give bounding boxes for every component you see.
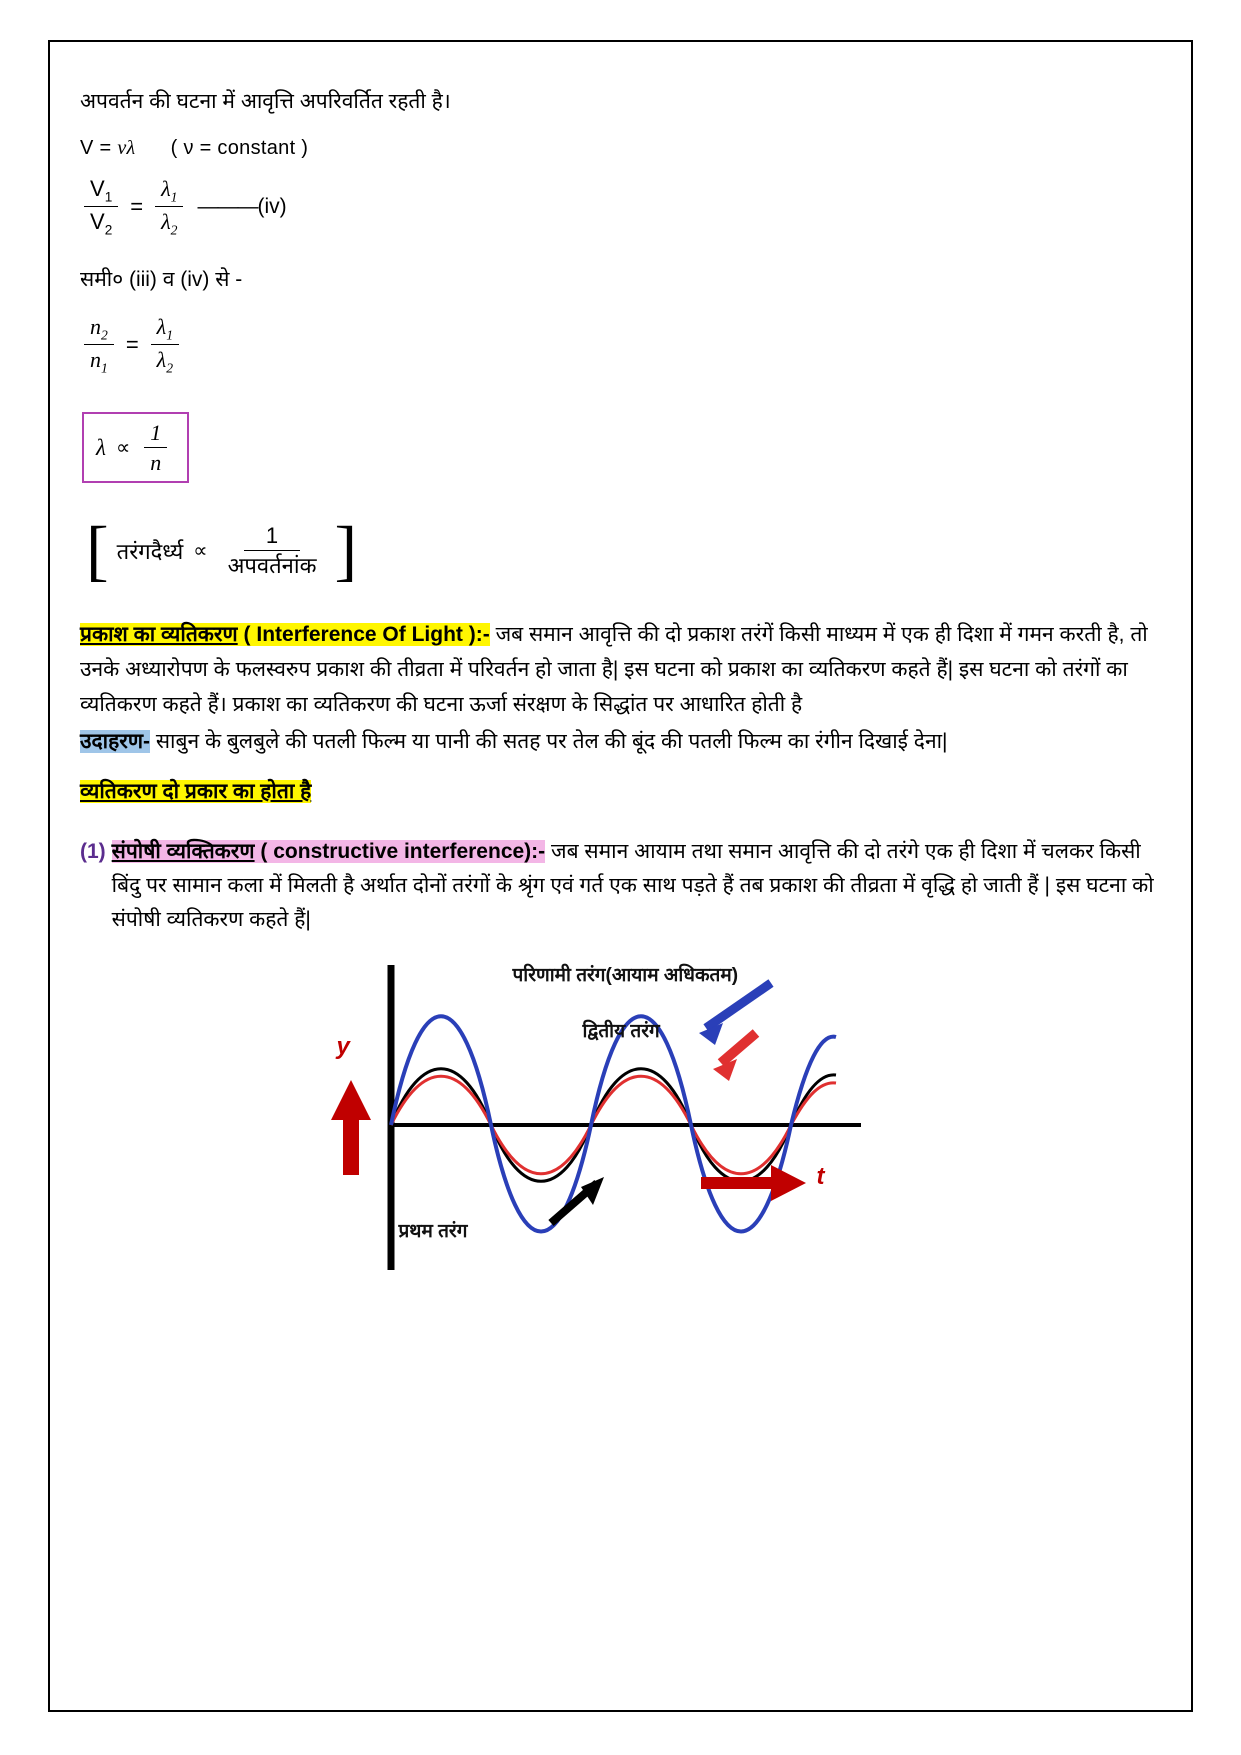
- resultant-wave-label: परिणामी तरंग(आयाम अधिकतम): [512, 964, 739, 986]
- example-paragraph: [80, 724, 1161, 759]
- interference-heading-en: ( Interference Of Light ):-: [243, 622, 490, 646]
- equation-v-equals: =: [99, 136, 112, 159]
- fraction-equation-iv: [80, 176, 1161, 238]
- from-equations-line: समी० (iii) व (iv) से -: [80, 267, 243, 291]
- fraction-n-denominator: $n_1$: [90, 347, 108, 376]
- fraction-lambda2-numerator: $\lambda_1$: [151, 314, 179, 345]
- equation-v-note: ( ν = constant ): [170, 136, 309, 159]
- interference-paragraph: [80, 617, 1161, 723]
- y-arrow-shaft: [343, 1120, 359, 1175]
- example-text: साबुन के बुलबुले की पतली फिल्म या पानी की सतह पर तेल की बूंद की पतली फिल्म का रंगीन दिखाई देना|: [155, 730, 948, 754]
- example-label: उदाहरण-: [80, 730, 151, 754]
- type-1-heading-hi: संपोषी व्यक्तिकरण: [111, 839, 255, 863]
- equals-sign: =: [130, 193, 144, 219]
- proportional-sign: ∝: [115, 437, 131, 460]
- interference-heading-hi: प्रकाश का व्यतिकरण: [80, 622, 238, 646]
- equation-number: (iv): [257, 194, 287, 218]
- interference-body: जब समान आवृत्ति की दो प्रकाश तरंगें किसी माध्यम में एक ही दिशा में गमन करती है, तो उनके अध्यारोपण के फलस्वरुप प्रकाश की तीव्रता में परिवर्तन हो जाता है| इस घटना को प्रकाश का व्यतिकरण कहते हैं| इस घटना को तरंगों का व्यतिकरण कहते हैं। प्रकाश का व्यतिकरण की घटना ऊर्जा संरक्षण के सिद्धांत पर आधारित होती है: [80, 622, 1148, 717]
- second-wave-label: द्वितीय तरंग: [582, 1020, 660, 1042]
- boxed-proportionality: [82, 412, 189, 483]
- type-1-block: [80, 835, 1161, 937]
- page-content: [80, 86, 1161, 1285]
- equals-sign-2: =: [125, 332, 139, 358]
- type-1-text: [112, 835, 1161, 937]
- fraction-lambda-denominator: $\lambda_2$: [161, 208, 178, 237]
- y-axis-label: y: [336, 1032, 350, 1060]
- one-over-n-denominator: n: [150, 449, 162, 475]
- fraction-lambda-ratio-2: [151, 314, 179, 376]
- type-1-heading-en: ( constructive interference):-: [260, 839, 546, 863]
- left-bracket: [: [86, 512, 109, 589]
- one-numerator: 1: [244, 523, 300, 551]
- fraction-lambda-numerator: $\lambda_1$: [155, 176, 183, 207]
- one-over-refractive-index: [222, 523, 323, 579]
- first-wave-label: प्रथम तरंग: [398, 1220, 468, 1242]
- one-over-n-numerator: 1: [144, 420, 167, 447]
- type-1-body: जब समान आयाम तथा समान आवृत्ति की दो तरंगे एक ही दिशा में चलकर किसी बिंदु पर सामान कला में मिलती है अर्थात दोनों तरंगों के श्रृंग एवं गर्त एक साथ पड़ते हैं तब प्रकाश की तीव्रता में वृद्धि हो जाती हैं | इस घटना को संपोषी व्यतिकरण कहते हैं|: [111, 839, 1154, 931]
- second-arrow-line: [721, 1033, 756, 1063]
- y-arrow-head: [331, 1080, 371, 1120]
- fraction-lambda-ratio: [155, 176, 183, 238]
- wavelength-word: तरंगदैर्ध्य: [116, 538, 184, 564]
- constructive-interference-figure: [301, 955, 941, 1285]
- lambda-symbol: λ: [96, 434, 106, 460]
- equation-v-lambda: [80, 137, 1161, 160]
- spacer: [80, 589, 1161, 617]
- fraction-n-numerator: $n_2$: [84, 314, 114, 345]
- types-heading-text: व्यतिकरण दो प्रकार का होता है: [80, 779, 312, 803]
- fraction-v-ratio: [84, 176, 118, 238]
- equation-dashes: ———: [197, 194, 258, 218]
- refractive-index-denominator: अपवर्तनांक: [227, 553, 317, 579]
- fraction-v-numerator: $V_1$: [84, 176, 118, 207]
- intro-line: अपवर्तन की घटना में आवृत्ति अपरिवर्तित रहती है।: [80, 90, 451, 113]
- bracket-word-relation: [86, 512, 1161, 589]
- notebook-page: [48, 40, 1193, 1712]
- fraction-lambda2-denominator: $\lambda_2$: [156, 347, 174, 376]
- fraction-n-ratio: [84, 314, 114, 376]
- fraction-v-denominator: $V_2$: [90, 208, 113, 237]
- resultant-arrow-line: [706, 983, 771, 1028]
- first-arrow-head: [581, 1177, 604, 1205]
- right-bracket: ]: [334, 512, 358, 589]
- t-arrow-head: [771, 1165, 806, 1201]
- proportional-sign-2: ∝: [193, 540, 208, 563]
- bracket-contents: [109, 523, 335, 579]
- fraction-equation-n-lambda: [80, 314, 1161, 376]
- waveform-diagram: [301, 955, 941, 1285]
- types-heading: [80, 774, 1161, 809]
- t-axis-label: t: [816, 1162, 825, 1190]
- one-over-n-fraction: [144, 420, 167, 475]
- equation-v-lhs: V: [80, 136, 94, 159]
- t-arrow-shaft: [701, 1177, 776, 1189]
- equation-v-rhs: νλ: [117, 136, 136, 159]
- type-1-index: (1): [80, 839, 106, 863]
